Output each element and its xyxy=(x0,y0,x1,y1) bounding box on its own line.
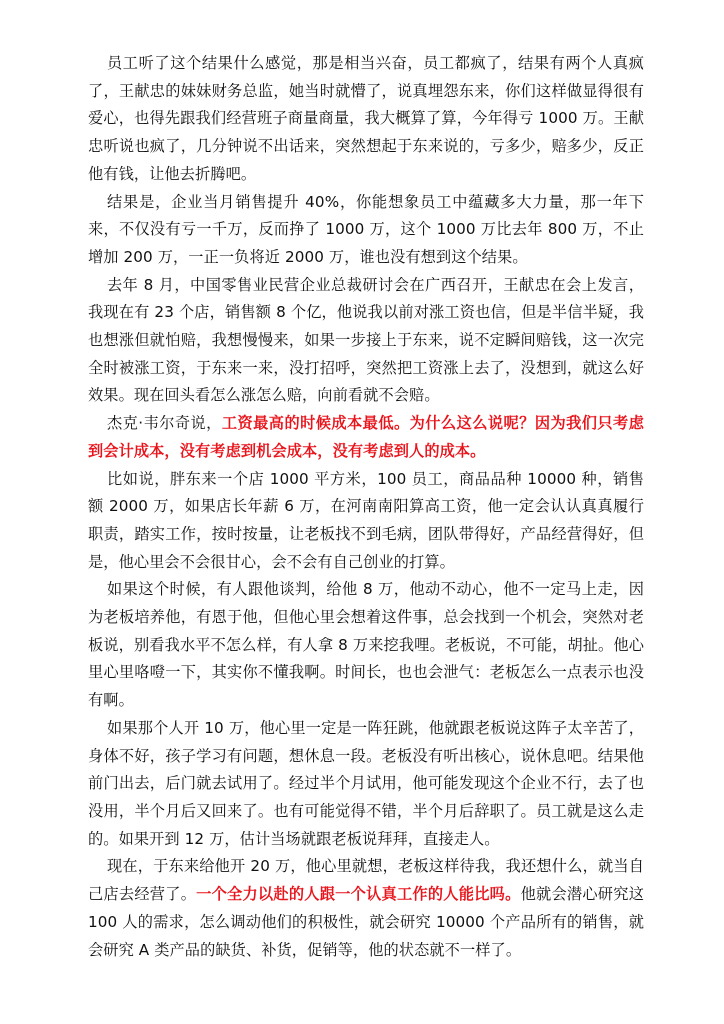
highlighted-text: 工资最高的时候成本最低。为什么这么说呢？因为我们只考虑到会计成本，没有考虑到机会成本，没有考虑到人的成本。 xyxy=(88,414,644,460)
highlighted-text: 一个全力以赴的人跟一个认真工作的人能比吗。 xyxy=(196,885,521,904)
paragraph xyxy=(88,576,644,715)
text-segment: 杰克·韦尔奇说， xyxy=(107,414,222,433)
paragraph xyxy=(88,410,644,465)
paragraph xyxy=(88,189,644,272)
text-segment: 如果那个人开 10 万，他心里一定是一阵狂跳，他就跟老板说这阵子太辛苦了，身体不好，孩子学习有问题，想休息一段。老板没有听出核心，说休息吧。结果他前门出去，后门就去试用了。经过半个月试用，他可能发现这个企业不行，去了也没用，半个月后又回来了。也有可能觉得不错，半个月后辞职了。员工就是这么走的。如果开到 12 万，估计当场就跟老板说拜拜，直接走人。 xyxy=(88,718,644,848)
text-segment: 如果这个时候，有人跟他谈判，给他 8 万，他动不动心，他不一定马上走，因为老板培养他，有恩于他，但他心里会想着这件事，总会找到一个机会，突然对老板说，别看我水平不怎么样，有人拿 8 万来挖我哩。老板说，不可能，胡扯。他心里心里咯噔一下，其实你不懂我啊。时间长，也也会泄气：老板怎么一点表示也没有啊。 xyxy=(88,580,644,710)
text-segment: 员工听了这个结果什么感觉，那是相当兴奋，员工都疯了，结果有两个人真疯了，王献忠的妹妹财务总监，她当时就懵了，说真埋怨东来，你们这样做显得很有爱心，也得先跟我们经营班子商量商量，我大概算了算，今年得亏 1000 万。王献忠听说也疯了，几分钟说不出话来，突然想起于东来说的，亏多少，赔多少，反正他有钱，让他去折腾吧。 xyxy=(88,54,644,183)
document-page xyxy=(88,50,644,964)
text-segment: 去年 8 月，中国零售业民营企业总裁研讨会在广西召开，王献忠在会上发言，我现在有 23 个店，销售额 8 个亿，他说我以前对涨工资也信，但是半信半疑，我也想涨但就怕赔，我想慢慢来，如果一步接上于东来，说不定瞬间赔钱，这一次完全时被涨工资，于东来一来，没打招呼，突然把工资涨上去了，没想到，就这么好效果。现在回头看怎么涨怎么赔，向前看就不会赔。 xyxy=(88,275,644,405)
text-segment: 比如说，胖东来一个店 1000 平方米，100 员工，商品品种 10000 种，销售额 2000 万，如果店长年薪 6 万，在河南南阳算高工资，他一定会认认真真履行职责，踏实工作，按时按量，让老板找不到毛病，团队带得好，产品经营得好，但是，他心里会不会很甘心，会不会有自己创业的打算。 xyxy=(88,469,644,571)
paragraph xyxy=(88,50,644,189)
paragraph xyxy=(88,272,644,411)
text-segment: 结果是，企业当月销售提升 40%，你能想象员工中蕴藏多大力量，那一年下来，不仅没有亏一千万，反而挣了 1000 万，这个 1000 万比去年 800 万，不止增加 200 万，一正一负将近 2000 万，谁也没有想到这个结果。 xyxy=(88,192,644,266)
text-segment: 现在，于东来给他开 20 万，他心里就想，老板这样待我，我还想什么，就当自己店去经营了。 xyxy=(88,857,644,904)
paragraph xyxy=(88,466,644,577)
paragraph xyxy=(88,853,644,964)
text-segment: 他就会潜心研究这 100 人的需求，怎么调动他们的积极性，就会研究 10000 个产品所有的销售，就会研究 A 类产品的缺货、补货，促销等，他的状态就不一样了。 xyxy=(88,885,644,959)
paragraph xyxy=(88,715,644,854)
